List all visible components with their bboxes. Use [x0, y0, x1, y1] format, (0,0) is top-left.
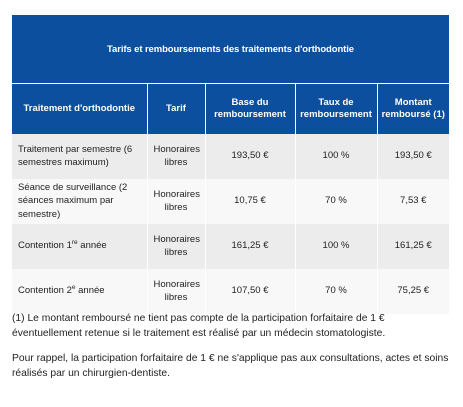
cell-tarif: Honoraires libres — [147, 134, 205, 179]
header-treatment: Traitement d'orthodontie — [12, 84, 147, 134]
cell-tarif: Honoraires libres — [147, 269, 205, 314]
table-header-row — [12, 84, 449, 134]
cell-taux: 70 % — [295, 269, 377, 314]
treatment-text: Contention 1 — [18, 240, 72, 252]
header-taux: Taux de remboursement — [295, 84, 377, 134]
cell-montant: 7,53 € — [377, 179, 449, 224]
cell-base: 107,50 € — [205, 269, 295, 314]
cell-montant: 75,25 € — [377, 269, 449, 314]
header-tarif: Tarif — [147, 84, 205, 134]
treatment-sup: re — [71, 239, 78, 247]
notes-section — [12, 312, 457, 392]
cell-taux: 100 % — [295, 134, 377, 179]
table-row — [12, 224, 449, 269]
cell-base: 193,50 € — [205, 134, 295, 179]
orthodontics-tariff-table — [12, 15, 449, 314]
table-row — [12, 269, 449, 314]
header-montant: Montant remboursé (1) — [377, 84, 449, 134]
reminder-text: Pour rappel, la participation forfaitaire de 1 € ne s'applique pas aux consultations, actes et soins réalisés par un chirurgien-dentiste. — [12, 352, 449, 379]
treatment-text: Séance de surveillance (2 séances maximum par semestre) — [18, 182, 128, 220]
cell-base: 161,25 € — [205, 224, 295, 269]
cell-montant: 193,50 € — [377, 134, 449, 179]
footnote-text: (1) Le montant remboursé ne tient pas compte de la participation forfaitaire de 1 € éventuellement retenue si le traitement est réalisé par un médecin stomatologiste. — [12, 313, 386, 339]
cell-tarif: Honoraires libres — [147, 179, 205, 224]
treatment-suffix: année — [77, 240, 107, 252]
treatment-suffix: année — [75, 285, 105, 297]
cell-montant: 161,25 € — [377, 224, 449, 269]
treatment-text: Contention 2 — [18, 285, 72, 297]
cell-taux: 100 % — [295, 224, 377, 269]
cell-treatment — [12, 269, 147, 314]
cell-treatment — [12, 224, 147, 269]
tariff-table — [12, 83, 449, 314]
cell-taux: 70 % — [295, 179, 377, 224]
header-base: Base du remboursement — [205, 84, 295, 134]
cell-base: 10,75 € — [205, 179, 295, 224]
cell-treatment — [12, 134, 147, 179]
treatment-text: Traitement par semestre (6 semestres maximum) — [18, 143, 133, 168]
table-row — [12, 179, 449, 224]
cell-treatment — [12, 179, 147, 224]
table-row — [12, 134, 449, 179]
cell-tarif: Honoraires libres — [147, 224, 205, 269]
table-title: Tarifs et remboursements des traitements d'orthodontie — [12, 15, 449, 83]
treatment-sup: e — [71, 284, 76, 292]
